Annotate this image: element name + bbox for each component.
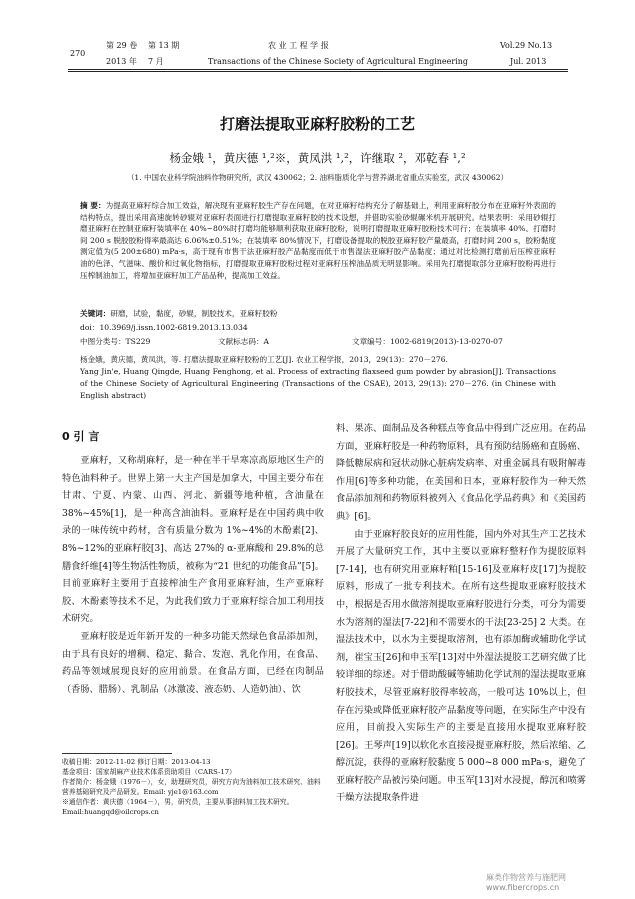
header-page-number: 270 [70, 49, 86, 58]
watermark-text: 麻类作物营养与施肥网 www.fibercrops.cn [486, 873, 566, 892]
paragraph: 由于亚麻籽胶良好的应用性能，国内外对其生产工艺技术开展了大量研究工作，其中主要以亚麻籽整籽作为提胶原料[7-14]，也有研究用亚麻籽粕[15-16]及亚麻籽皮[17]为提胶原料，形成了一批专利技术。在所有这些提取亚麻籽胶技术中，根据是否用水做溶剂提取亚麻籽胶进行分类，可分为需要水为溶剂的湿法[7-22]和不需要水的干法[23-25] 2 大类。在湿法技术中，以水为主要提取溶剂，也有添加酶或辅助化学试剂，崔宝玉[26]和申玉军[13]对中外湿法提胶工艺研究做了比较详细的综述。对于借助酸碱等辅助化学试剂的湿法提取亚麻籽胶技术，尽管亚麻籽胶得率较高，一般可达 10%以上，但存在污染或降低亚麻籽胶产品黏度等问题，在实际生产中没有应用，目前投入实际生产的主要是直接用水提取亚麻籽胶[26]。王琴声[19]以软化水直接浸提亚麻籽胶，然后浓缩、乙醇沉淀，获得的亚麻籽胶黏度 5 000~8 000 mPa·s，避免了亚麻籽胶产品被污染问题。申玉军[13]对水浸提，醇沉和喷雾干燥方法提取条件进 [336, 528, 586, 804]
header-date-en: Jul. 2013 [510, 57, 547, 66]
header-rule-top [68, 69, 568, 70]
right-column [336, 420, 586, 807]
header-rule-bottom [68, 71, 568, 72]
footnote-corresponding-author: ※通信作者：黄庆德（1964－），男，研究员，主要从事油料加工技术研究。Email:huangqd@oilcrops.cn [62, 798, 294, 816]
citation-cn: 杨金娥，黄庆德，黄凤洪，等. 打磨法提取亚麻籽胶粉的工艺[J]. 农业工程学报，2013，29(13)：270－276. [80, 355, 448, 364]
section-heading: 0 引 言 [62, 430, 100, 443]
paragraph: 亚麻籽，又称胡麻籽，是一种在半干旱寒凉高原地区生产的特色油料种子。世界上第一大主产国是加拿大，中国主要分布在甘肃、宁夏、内蒙、山西、河北、新疆等地种植，含油量在 38%~45%[1]，是一种高含油油料。亚麻籽是在中国药典中收录的一味传统中药材，含有质量分数为 1%~4%的木酚素[2]、8%~12%的亚麻籽胶[3]、高达 27%的 α-亚麻酸和 29.8%的总膳食纤维[4]等生物活性物质，被称为“21 世纪的功能食品”[5]。目前亚麻籽主要用于直接榨油生产食用亚麻籽油，生产亚麻籽胶、木酚素等技术不足，为此我们致力于亚麻籽综合加工利用技术研究。 [62, 455, 324, 625]
author-list: 杨金娥 ¹，黄庆德 ¹,²※，黄凤洪 ¹,²，许继取 ²，邓乾春 ¹,² [169, 151, 466, 165]
keywords-text: 研磨，试验，黏度，砂辊，制胶技术，亚麻籽胶粉 [110, 309, 278, 318]
keywords-label: 关键词： [80, 309, 111, 318]
paragraph: 料、果冻、面制品及各种糕点等食品中得到广泛应用。在药品方面，亚麻籽胶是一种药物原料，具有预防结肠癌和直肠癌、降低糖尿病和冠状动脉心脏病发病率、对重金属具有吸附解毒作用[6]等多种功能，在美国和日本，亚麻籽胶作为一种天然食品添加剂和药物原料被列入《食品化学品药典》和《美国药典》[6]。 [336, 423, 586, 522]
footnote-author-bio: 作者简介：杨金娥（1976－），女，助理研究员，研究方向为油料加工技术研究、油料营养基础研究及产品研发。Email: yje1@163.com [62, 778, 321, 796]
keywords [80, 308, 556, 320]
citation-en: Yang Jin'e, Huang Qingde, Huang Fenghong, et al. Process of extracting flaxseed gum powder by abrasion[J]. Transactions of the Chinese Society of Agricultural Engineering (Transactions of the CSAE), 2013, 29(13): 270－276. (in Chinese with English abstract) [80, 367, 556, 400]
header-issue-cn: 第 13 期 [148, 41, 180, 50]
footnotes [62, 757, 324, 817]
footnote-rule [62, 753, 172, 754]
affiliation: （1. 中国农业科学院油料作物研究所，武汉 430062；2. 油料脂质化学与营养湖北省重点实验室，武汉 430062） [126, 173, 509, 182]
header-volume-cn: 第 29 卷 [106, 41, 138, 50]
header-month-cn: 7 月 [148, 57, 164, 66]
header-year-cn: 2013 年 [106, 57, 137, 66]
paragraph: 亚麻籽胶是近年新开发的一种多功能天然绿色食品添加剂，由于具有良好的增稠、稳定、黏合、发泡、乳化作用，在食品、药品等领域展现良好的应用前景。在食品方面，已经在肉制品（香肠、腊肠）、乳制品（冰激凌、液态奶、人造奶油）、饮 [62, 630, 324, 695]
abstract [80, 200, 556, 281]
abstract-text: 为提高亚麻籽综合加工效益，解决现有亚麻籽胶生产存在问题，在对亚麻籽结构充分了解基础上，利用亚麻籽胶分布在亚麻籽外表面的结构特点，提出采用高速旋转砂辊对亚麻籽表面进行打磨提取亚麻籽胶的技术设想，并借助实验砂辊碾米机开展研究。结果表明：采用砂辊打磨亚麻籽在控制亚麻籽装填率在 40%~80%时打磨均能够顺利获取亚麻籽胶粉，说明打磨提取亚麻籽胶粉技术可行；在装填率 40%、打磨时间 200 s 脱胶胶粉得率最高达 6.06%±0.51%；在装填率 80%情况下，打磨设备提取的脱胶亚麻籽胶产量最高，打磨时间 200 s，胶粉黏度测定值为(5 200±680) mPa·s，高于现有市售干法亚麻籽胶产品黏度而低于市售湿法亚麻籽胶产品黏度；通过对比检测打磨前后压榨亚麻籽油的色泽、气滋味、酸价和过氧化物指标，打磨提取亚麻籽胶粉过程对亚麻籽压榨油品质无明显影响。采用先打磨提取部分亚麻籽胶粉再进行压榨制油加工，将增加亚麻籽加工产品品种，提高加工效益。 [80, 201, 556, 280]
doi: doi：10.3969/j.issn.1002-6819.2013.13.034 [80, 323, 248, 332]
abstract-label: 摘 要： [80, 201, 106, 210]
article-number: 文章编号：1002-6819(2013)-13-0270-07 [352, 337, 503, 346]
header-volume-en: Vol.29 No.13 [500, 41, 553, 50]
clc-number: 中图分类号：TS229 [80, 337, 151, 346]
document-code: 文献标志码：A [218, 337, 270, 346]
header-journal-en: Transactions of the Chinese Society of Agricultural Engineering [208, 57, 469, 66]
paper-title: 打磨法提取亚麻籽胶粉的工艺 [219, 115, 415, 133]
header-journal-cn: 农 业 工 程 学 报 [268, 41, 329, 50]
footnote-funding: 基金项目：国家胡麻产业技术体系资助项目（CARS-17） [62, 768, 236, 776]
left-column [62, 452, 324, 698]
footnote-received: 收稿日期：2012-11-02 修订日期：2013-04-13 [62, 758, 211, 766]
